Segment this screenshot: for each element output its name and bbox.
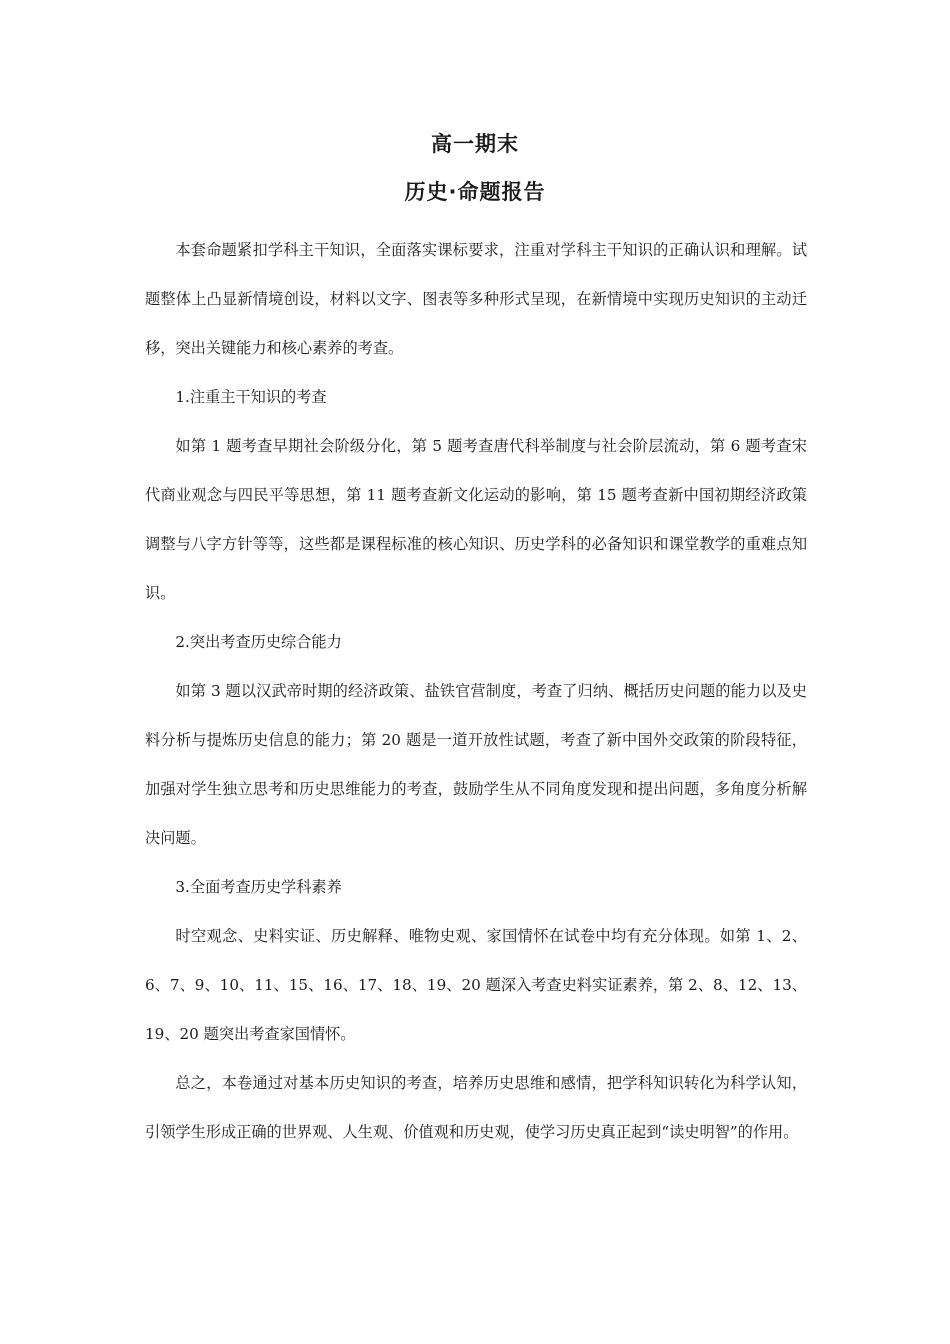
- section-paragraph-1: 如第 1 题考查早期社会阶级分化，第 5 题考查唐代科举制度与社会阶层流动，第 6 题考查宋代商业观念与四民平等思想，第 11 题考查新文化运动的影响，第 15 题考查新中国初期经济政策调整与八字方针等等，这些都是课程标准的核心知识、历史学科的必备知识和课堂教学的重难点知识。: [145, 437, 807, 602]
- document-title: 高一期末: [431, 132, 519, 156]
- section-paragraph-3: 时空观念、史料实证、历史解释、唯物史观、家国情怀在试卷中均有充分体现。如第 1、2、6、7、9、10、11、15、16、17、18、19、20 题深入考查史料实证素养，第 2、8、12、13、19、20 题突出考查家国情怀。: [145, 927, 807, 1043]
- section-heading-1: 1.注重主干知识的考查: [175, 388, 327, 406]
- section-paragraph-2: 如第 3 题以汉武帝时期的经济政策、盐铁官营制度，考查了归纳、概括历史问题的能力以及史料分析与提炼历史信息的能力；第 20 题是一道开放性试题，考查了新中国外交政策的阶段特征，加强对学生独立思考和历史思维能力的考查，鼓励学生从不同角度发现和提出问题，多角度分析解决问题。: [145, 682, 807, 847]
- section-heading-2: 2.突出考查历史综合能力: [175, 633, 342, 651]
- intro-paragraph: 本套命题紧扣学科主干知识，全面落实课标要求，注重对学科主干知识的正确认识和理解。试题整体上凸显新情境创设，材料以文字、图表等多种形式呈现，在新情境中实现历史知识的主动迁移，突出关键能力和核心素养的考查。: [145, 241, 807, 357]
- document-subtitle: 历史·命题报告: [404, 180, 546, 204]
- document-body: [145, 226, 807, 1157]
- section-heading-3: 3.全面考查历史学科素养: [175, 878, 342, 896]
- conclusion-paragraph: 总之，本卷通过对基本历史知识的考查，培养历史思维和感情，把学科知识转化为科学认知，引领学生形成正确的世界观、人生观、价值观和历史观，使学习历史真正起到“读史明智”的作用。: [145, 1074, 807, 1141]
